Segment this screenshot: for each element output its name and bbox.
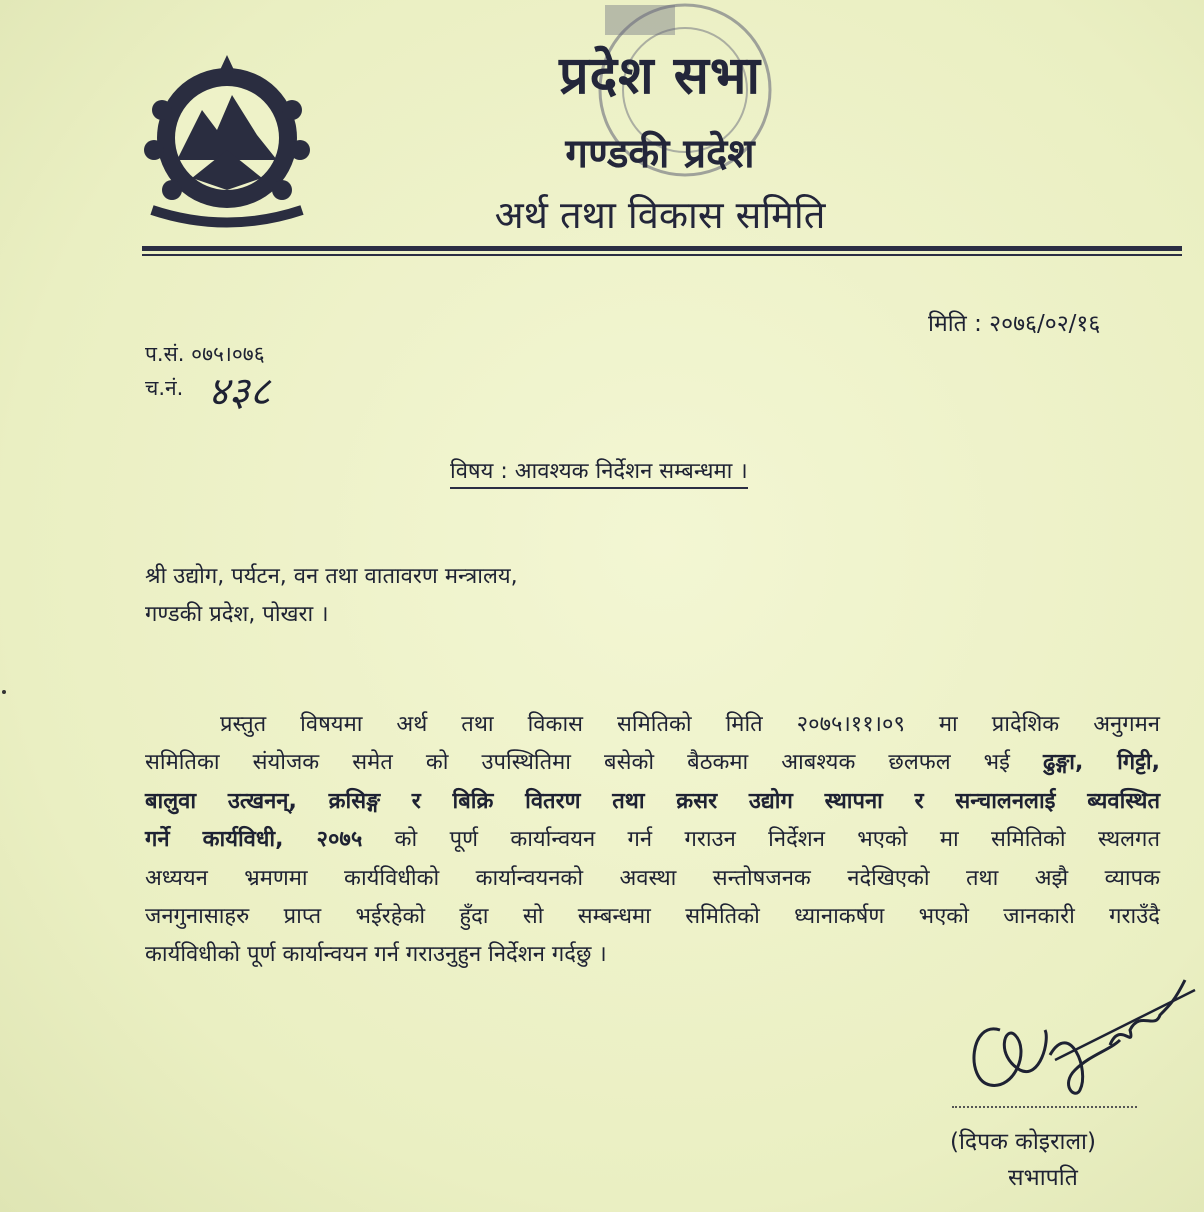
fiscal-year-ref: प.सं. ०७५।०७६ (145, 342, 265, 366)
letter-subject: विषय : आवश्यक निर्देशन सम्बन्धमा । (450, 455, 748, 489)
body-line: जनगुनासाहरु प्राप्त भईरहेको हुँदा सो सम्बन्धमा समितिको ध्यानाकर्षण भएको जानकारी गराउँदै (145, 904, 1160, 929)
body-line: कार्यविधीको पूर्ण कार्यान्वयन गर्न गराउनुहुन निर्देशन गर्दछु । (145, 942, 607, 967)
nepal-emblem-logo (132, 50, 322, 230)
signatory-name: (दिपक कोइराला) (950, 1129, 1096, 1155)
signatory-title: सभापति (1008, 1165, 1078, 1191)
recipient-line-1: श्री उद्योग, पर्यटन, वन तथा वातावरण मन्त्रालय, (145, 564, 518, 589)
page-speck (2, 690, 6, 694)
dispatch-number-label: च.नं. (145, 376, 184, 400)
body-text-bold: गर्ने कार्यविधी, २०७५ (145, 827, 363, 852)
body-line: प्रस्तुत विषयमा अर्थ तथा विकास समितिको मिति २०७५।११।०९ मा प्रादेशिक अनुगमन (220, 712, 1160, 737)
body-line: अध्ययन भ्रमणमा कार्यविधीको कार्यान्वयनको अवस्था सन्तोषजनक नदेखिएको तथा अझै व्यापक (145, 866, 1160, 891)
body-text-bold: ढुङ्गा, गिट्टी, (1043, 750, 1160, 775)
recipient-line-2: गण्डकी प्रदेश, पोखरा । (145, 602, 329, 627)
body-text: समितिका संयोजक समेत को उपस्थितिमा बसेको बैठकमा आबश्यक छलफल भई (145, 750, 1010, 775)
letterhead-committee: अर्थ तथा विकास समिति (494, 193, 826, 237)
letterhead-province: गण्डकी प्रदेश (565, 131, 755, 177)
body-line-bold: बालुवा उत्खनन्, क्रसिङ्ग र बिक्रि वितरण तथा क्रसर उद्योग स्थापना र सन्चालनलाई ब्यवस्थित (145, 789, 1160, 814)
body-text: को पूर्ण कार्यान्वयन गर्न गराउन निर्देशन भएको मा समितिको स्थलगत (394, 827, 1160, 852)
body-line (145, 823, 1160, 853)
dispatch-number: ४३८ (208, 369, 271, 415)
header-rule-thick (142, 246, 1182, 251)
header-rule-thin (142, 254, 1182, 256)
body-line (145, 746, 1160, 776)
handwritten-signature (960, 960, 1200, 1110)
letterhead-title: प्रदेश सभा (559, 46, 761, 106)
signature-line (952, 1106, 1137, 1108)
letter-date: मिति : २०७६/०२/१६ (928, 311, 1101, 337)
